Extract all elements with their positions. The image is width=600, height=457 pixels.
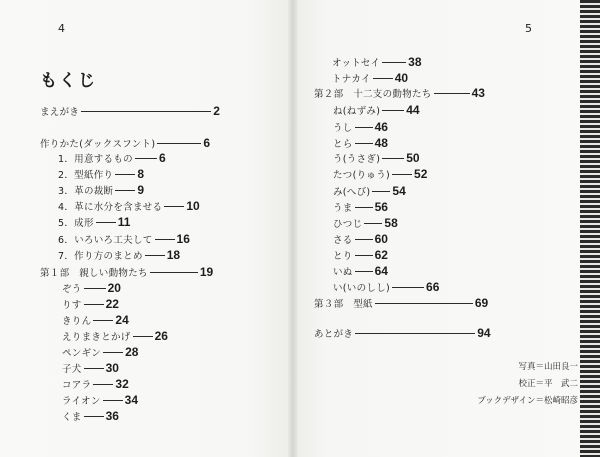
- leader-line: [103, 352, 123, 353]
- toc-entry-page: 30: [105, 361, 119, 375]
- left-page-number: 4: [58, 22, 65, 35]
- credit-photo: 写真＝山田良一: [518, 362, 578, 372]
- toc-entry-page: 48: [374, 136, 388, 150]
- toc-entry-u: [333, 151, 420, 165]
- toc-entry-label: 第２部 十二支の動物たち: [314, 89, 432, 100]
- leader-line: [372, 191, 390, 192]
- toc-entry-tatsu: [333, 167, 427, 181]
- toc-entry-page: 43: [471, 86, 485, 100]
- toc-entry-label: 5．成形: [58, 218, 94, 229]
- toc-entry-page: 66: [426, 280, 440, 294]
- leader-line: [115, 190, 135, 191]
- toc-entry-label: とり: [333, 251, 353, 262]
- toc-entry-label: まえがき: [40, 107, 80, 118]
- toc-entry-label: くま: [62, 412, 82, 423]
- leader-line: [355, 255, 373, 256]
- toc-entry-page: 34: [124, 393, 138, 407]
- leader-line: [164, 206, 184, 207]
- toc-entry-label: いぬ: [333, 267, 353, 278]
- leader-line: [382, 158, 404, 159]
- toc-entry-step-1: [58, 151, 166, 165]
- toc-entry-label: きりん: [62, 316, 92, 327]
- toc-entry-page: 8: [137, 167, 145, 181]
- toc-entry-label: うし: [333, 123, 353, 134]
- toc-entry-page: 64: [374, 264, 388, 278]
- toc-entry-label: りす: [62, 300, 82, 311]
- toc-entry-label: 2．型紙作り: [58, 170, 114, 181]
- leader-line: [84, 368, 104, 369]
- leader-line: [375, 303, 473, 304]
- toc-entry-page: 18: [166, 248, 181, 262]
- toc-entry-tora: [333, 136, 388, 150]
- toc-entry-page: 58: [384, 216, 398, 230]
- leader-line: [96, 222, 116, 223]
- toc-entry-page: 9: [137, 183, 145, 197]
- leader-line: [373, 78, 393, 79]
- toc-entry-koala: [62, 377, 129, 391]
- leader-line: [155, 239, 175, 240]
- toc-entry-page: 6: [158, 151, 166, 165]
- toc-entry-tonakai: [332, 71, 408, 85]
- leader-line: [84, 416, 104, 417]
- leader-line: [355, 239, 373, 240]
- right-page-number: 5: [525, 22, 532, 35]
- credits: [430, 360, 578, 410]
- toc-entry-label: たつ(りゅう): [333, 170, 391, 181]
- page-edge: [580, 0, 600, 457]
- toc-entry-step-6: [58, 232, 190, 246]
- toc-entry-atogaki: [314, 326, 491, 340]
- toc-entry-label: ライオン: [62, 396, 101, 407]
- leader-line: [434, 93, 470, 94]
- toc-entry-step-7: [58, 248, 180, 262]
- toc-entry-inu: [333, 264, 388, 278]
- toc-entry-i: [333, 280, 439, 294]
- toc-entry-hitsuji: [333, 216, 398, 230]
- toc-entry-page: 46: [374, 120, 388, 134]
- leader-line: [81, 111, 211, 112]
- toc-entry-page: 22: [105, 297, 119, 311]
- leader-line: [392, 174, 412, 175]
- toc-entry-label: ね(ねずみ): [333, 106, 381, 117]
- toc-entry-page: 38: [408, 55, 422, 69]
- toc-entry-page: 62: [374, 248, 388, 262]
- toc-entry-page: 6: [203, 136, 211, 150]
- leader-line: [135, 158, 157, 159]
- toc-entry-label: えりまきとかげ: [62, 332, 131, 343]
- toc-entry-page: 44: [406, 103, 420, 117]
- toc-entry-step-5: [58, 215, 130, 229]
- toc-entry-label: トナカイ: [332, 74, 371, 85]
- left-page: [0, 0, 292, 457]
- toc-entry-kirin: [62, 313, 129, 327]
- toc-entry-page: 10: [186, 199, 200, 213]
- toc-entry-page: 36: [105, 409, 119, 423]
- toc-entry-page: 2: [213, 104, 220, 118]
- toc-entry-label: とら: [333, 139, 353, 150]
- toc-entry-page: 54: [392, 184, 406, 198]
- toc-entry-page: 32: [115, 377, 129, 391]
- leader-line: [84, 304, 104, 305]
- credit-proofreading: 校正＝平 武二: [518, 379, 578, 389]
- toc-entry-page: 26: [154, 329, 168, 343]
- toc-entry-part-1: [40, 265, 213, 279]
- leader-line: [84, 288, 106, 289]
- toc-entry-page: 69: [474, 296, 489, 310]
- toc-entry-part-2: [314, 86, 485, 100]
- toc-entry-ushi: [333, 120, 388, 134]
- toc-entry-erimakitokage: [62, 329, 168, 343]
- toc-entry-tori: [333, 248, 388, 262]
- leader-line: [392, 287, 424, 288]
- toc-entry-koinu: [62, 361, 119, 375]
- toc-entry-label: 7．作り方のまとめ: [58, 251, 143, 262]
- toc-entry-label: 1．用意するもの: [58, 154, 133, 165]
- toc-entry-label: うま: [333, 203, 353, 214]
- leader-line: [355, 143, 373, 144]
- toc-entry-tsukurikata: [40, 136, 210, 150]
- toc-entry-uma: [333, 200, 388, 214]
- toc-entry-label: ひつじ: [333, 219, 363, 230]
- toc-entry-page: 24: [115, 313, 129, 327]
- toc-entry-saru: [333, 232, 388, 246]
- leader-line: [355, 127, 373, 128]
- book-gutter: [288, 0, 298, 457]
- leader-line: [93, 320, 113, 321]
- toc-entry-label: ペンギン: [62, 348, 102, 359]
- toc-entry-page: 94: [477, 326, 491, 340]
- leader-line: [382, 110, 404, 111]
- toc-entry-maegaki: [40, 104, 220, 118]
- toc-entry-step-4: [58, 199, 200, 213]
- toc-entry-step-3: [58, 183, 144, 197]
- toc-entry-page: 60: [374, 232, 388, 246]
- toc-entry-label: コアラ: [62, 380, 92, 391]
- toc-entry-lion: [62, 393, 138, 407]
- toc-entry-step-2: [58, 167, 144, 181]
- toc-entry-label: ぞう: [62, 284, 82, 295]
- toc-entry-label: 3．革の裁断: [58, 186, 114, 197]
- leader-line: [103, 400, 123, 401]
- leader-line: [382, 62, 406, 63]
- leader-line: [93, 384, 113, 385]
- toc-entry-label: さる: [333, 235, 353, 246]
- toc-entry-label: あとがき: [314, 329, 354, 340]
- toc-entry-kuma: [62, 409, 119, 423]
- toc-entry-label: 第１部 親しい動物たち: [40, 268, 148, 279]
- credit-book-design: ブックデザイン＝松崎昭彦: [477, 396, 578, 406]
- toc-entry-label: 6．いろいろ工夫して: [58, 235, 153, 246]
- toc-entry-label: 第３部 型紙: [314, 299, 373, 310]
- toc-entry-page: 50: [406, 151, 420, 165]
- leader-line: [355, 333, 475, 334]
- toc-entry-ne: [333, 103, 420, 117]
- toc-entry-page: 11: [117, 215, 131, 229]
- leader-line: [364, 223, 382, 224]
- leader-line: [133, 336, 153, 337]
- leader-line: [115, 174, 135, 175]
- toc-entry-ottosei: [332, 55, 422, 69]
- leader-line: [145, 255, 165, 256]
- toc-entry-label: い(いのしし): [333, 283, 391, 294]
- leader-line: [157, 143, 201, 144]
- toc-entry-penguin: [62, 345, 138, 359]
- toc-entry-label: 子犬: [62, 364, 82, 375]
- toc-entry-page: 28: [125, 345, 139, 359]
- toc-entry-label: う(うさぎ): [333, 154, 381, 165]
- leader-line: [150, 272, 198, 273]
- toc-entry-page: 19: [199, 265, 214, 279]
- toc-entry-mi: [333, 184, 406, 198]
- toc-title: もくじ: [40, 71, 97, 91]
- toc-entry-page: 56: [374, 200, 388, 214]
- toc-entry-part-3: [314, 296, 488, 310]
- toc-entry-label: 作りかた(ダックスフント): [40, 139, 156, 150]
- toc-entry-zou: [62, 281, 121, 295]
- toc-entry-page: 20: [107, 281, 121, 295]
- toc-entry-page: 52: [414, 167, 428, 181]
- toc-entry-label: オットセイ: [332, 58, 381, 69]
- toc-entry-page: 40: [394, 71, 409, 85]
- leader-line: [355, 271, 373, 272]
- toc-entry-label: み(へび): [333, 187, 371, 198]
- toc-entry-page: 16: [176, 232, 190, 246]
- toc-entry-risu: [62, 297, 119, 311]
- leader-line: [355, 207, 373, 208]
- toc-entry-label: 4．革に水分を含ませる: [58, 202, 163, 213]
